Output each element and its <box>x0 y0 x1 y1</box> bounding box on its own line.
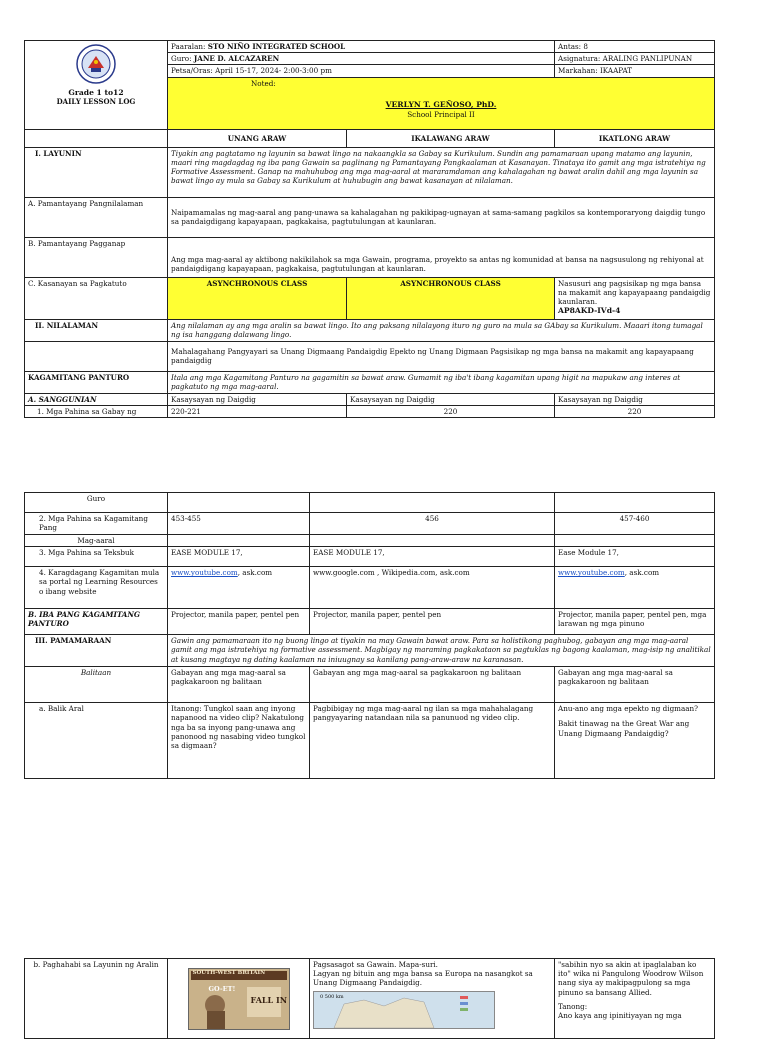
noted-label: Noted: <box>251 78 276 88</box>
nilalaman-topics: Mahalagahang Pangyayari sa Unang Digmaang Pandaigdig Epekto ng Unang Digmaan Pagsisikap ng mga bansa na makamit ang kapayapaang pandaigdig <box>168 341 715 371</box>
paghahabi-day3-more: Ano kaya ang ipinitiyayan ng mga <box>558 1011 682 1021</box>
school-cell <box>168 41 555 53</box>
balik-day3 <box>555 703 715 779</box>
nilalaman-text: Ang nilalaman ay ang mga aralin sa bawat lingo. Ito ang paksang nilalayong ituro ng guro na mula sa GAbay sa Kurikulum. Maaari itong tumagal ng isa hanggang dalawang lingo. <box>168 319 715 341</box>
balitaan-label: Balitaan <box>25 667 168 703</box>
kagamitan-text: Itala ang mga Kagamitang Panturo na gagamitin sa bawat araw. Gumamit ng iba't ibang kagamitan upang higit na mapukaw ang interes at pagkatuto ng mga mag-aaral. <box>168 371 715 393</box>
teacher-cell <box>168 53 555 65</box>
war-poster-image <box>188 968 290 1030</box>
poster-text-a: GO-ET! <box>208 985 236 993</box>
balik-day3-q1: Anu-ano ang mga epekto ng digmaan? <box>558 704 699 714</box>
iba-day1: Projector, manila paper, pentel pen <box>168 609 310 635</box>
lesson-log-table-1 <box>24 40 715 418</box>
iba-label: B. IBA PANG KAGAMITANG PANTURO <box>25 609 168 635</box>
day2-header: IKALAWANG ARAW <box>347 129 555 147</box>
katatuto-label: C. Kasanayan sa Pagkatuto <box>25 277 168 319</box>
layunin-text: Tiyakin ang pagtatamo ng layunin sa bawat lingo na nakaangkla sa Gabay sa Kurikulum. Sundin ang pamamaraan upang matamo ang layunin, maari ring magdagdag ng iba pang Gawain sa paglinang ng Pamantayang Pangkaalaman at Kasanayan. Tinataya ito gamit ang mga istratehiya ng Formative Assessment. Ganap na mahuhubog ang mga mag-aaral at mararamdaman ang kahalagahan ng bawat aralin dahil ang mga layunin sa bawat lingo ay mula sa Gabay sa Kurikulum at huhubugin ang bawat kasanayan at nilalaman. <box>168 147 715 197</box>
balitaan-day1: Gabayan ang mga mag-aaral sa pagkakaroon ng balitaan <box>168 667 310 703</box>
katatuto-day3 <box>555 277 715 319</box>
principal-name: VERLYN T. GEÑOSO, PhD. <box>385 99 497 109</box>
empty-cell <box>555 535 715 547</box>
balik-day1: Itanong: Tungkol saan ang inyong napanood na video clip? Nakatulong nga ba sa inyong pang-unawa ang panonood ng nasabing video tungkol sa digmaan? <box>168 703 310 779</box>
sanggunian-label: A. SANGGUNIAN <box>25 393 168 405</box>
empty-cell <box>310 535 555 547</box>
quarter: Markahan: IKAAPAT <box>555 65 715 77</box>
gabay-label: 1. Mga Pahina sa Gabay ng <box>25 405 168 417</box>
pamamaraan-label: III. PAMAMARAAN <box>25 635 168 667</box>
europe-map-image <box>313 991 495 1029</box>
gabay-day2: 220 <box>347 405 555 417</box>
date-label: Petsa/Oras: <box>171 66 213 76</box>
gabay-day3: 220 <box>555 405 715 417</box>
kagamitan-day1: 453-455 <box>168 513 310 535</box>
empty-cell <box>555 493 715 513</box>
kagamitan-pang-label <box>25 513 168 535</box>
balik-aral-label: a. Balik Aral <box>25 703 168 779</box>
balitaan-day2: Gabayan ang mga mag-aaral sa pagkakaroon ng balitaan <box>310 667 555 703</box>
kagamitan-day3: 457-460 <box>555 513 715 535</box>
youtube-link[interactable]: www.youtube.com <box>558 568 625 578</box>
map-scale-label: 0 500 km <box>320 993 344 1000</box>
school-label: Paaralan: <box>171 42 206 51</box>
day3-header: IKATLONG ARAW <box>555 129 715 147</box>
karagdagan-day3-rest: , ask.com <box>624 568 660 578</box>
iba-day3: Projector, manila paper, pentel pen, mga larawan ng mga pinuno <box>555 609 715 635</box>
header-logo-cell <box>25 41 168 130</box>
paghahabi-label: b. Paghahabi sa Layunin ng Aralin <box>25 959 168 1039</box>
katatuto-day2: ASYNCHRONOUS CLASS <box>347 277 555 319</box>
lesson-log-table-2 <box>24 492 715 779</box>
grade-level: Antas: 8 <box>555 41 715 53</box>
balik-day3-q2: Bakit tinawag na the Great War ang Unang Digmaang Pandaigdig? <box>558 719 690 738</box>
empty-cell <box>310 493 555 513</box>
poster-text-b: FALL IN <box>250 995 288 1005</box>
iba-day2: Projector, manila paper, pentel pen <box>310 609 555 635</box>
layunin-label: I. LAYUNIN <box>25 147 168 197</box>
paghahabi-day2 <box>310 959 555 1039</box>
balik-day2: Pagbibigay ng mga mag-aaral ng ilan sa mga mahahalagang pangyayaring natandaan nila sa panunuod ng video clip. <box>310 703 555 779</box>
pagganap-label: B. Pamantayang Pagganap <box>25 237 168 277</box>
sanggunian-day2: Kasaysayan ng Daigdig <box>347 393 555 405</box>
pagganap-text: Ang mga mag-aaral ay aktibong nakikilahok sa mga Gawain, programa, proyekto sa antas ng komunidad at bansa na nagsusulong ng rehiyonal at pandaigdigang kapayapaan, pagkakaisa, pagtutulungan at kaunlaran. <box>168 237 715 277</box>
kagamitan-label: KAGAMITANG PANTURO <box>25 371 168 393</box>
karagdagan-day3 <box>555 567 715 609</box>
empty-cell <box>25 129 168 147</box>
date-value: April 15-17, 2024- 2:00-3:00 pm <box>215 66 332 76</box>
paghahabi-day3-text: "sabihin nyo sa akin at ipaglalaban ko ito" wika ni Pangulong Woodrow Wilson nang siya ay makipagpulong sa mga pinuno sa bansang Allied. <box>558 960 704 997</box>
paghahabi-day2-line2: Lagyan ng bituin ang mga bansa sa Europa na nasangkot sa Unang Digmaang Pandaigdig. <box>313 969 533 988</box>
guro-label: Guro <box>25 493 168 513</box>
karagdagan-day1-rest: , ask.com <box>237 568 273 578</box>
poster-top-text: SOUTH-WEST BRITAIN <box>192 970 266 976</box>
pangnilalaman-label: A. Pamantayang Pangnilalaman <box>25 197 168 237</box>
teksbuk-label: 3. Mga Pahina sa Teksbuk <box>25 547 168 567</box>
kagamitan-day2: 456 <box>310 513 555 535</box>
youtube-link[interactable]: www.youtube.com <box>171 568 238 578</box>
grade-title: Grade 1 to12 <box>68 88 124 97</box>
teksbuk-day1: EASE MODULE 17, <box>168 547 310 567</box>
paghahabi-day3-tanong: Tanong: <box>558 1001 588 1011</box>
log-title: DAILY LESSON LOG <box>56 96 136 106</box>
day1-header: UNANG ARAW <box>168 129 347 147</box>
balitaan-day3: Gabayan ang mga mag-aaral sa pagkakaroon ng balitaan <box>555 667 715 703</box>
teksbuk-day3: Ease Module 17, <box>555 547 715 567</box>
gabay-day1: 220-221 <box>168 405 347 417</box>
lesson-log-table-3 <box>24 958 715 1039</box>
date-cell <box>168 65 555 77</box>
kagamitan-pang-label-1: 2. Mga Pahina sa Kagamitang Pang <box>39 514 148 533</box>
subject: Asignatura: ARALING PANLIPUNAN <box>555 53 715 65</box>
karagdagan-label: 4. Karagdagang Kagamitan mula sa portal ng Learning Resources o ibang website <box>25 567 168 609</box>
paghahabi-day3 <box>555 959 715 1039</box>
empty-cell <box>168 493 310 513</box>
teksbuk-day2: EASE MODULE 17, <box>310 547 555 567</box>
katatuto-day3-text: Nasusuri ang pagsisikap ng mga bansa na makamit ang kapayapaang pandaigdig kaunlaran. <box>558 278 711 307</box>
pangnilalaman-text: Naipamamalas ng mag-aaral ang pang-unawa sa kahalagahan ng pakikipag-ugnayan at sama-samang pagkilos sa kontemporaryong daigdig tungo sa pandaigdigang kapayapaan, pagkakaisa, pagtutulungan at kaunlaran. <box>168 197 715 237</box>
katatuto-day3-code: AP8AKD-IVd-4 <box>558 306 621 316</box>
sanggunian-day3: Kasaysayan ng Daigdig <box>555 393 715 405</box>
karagdagan-day2: www.google.com , Wikipedia.com, ask.com <box>310 567 555 609</box>
pamamaraan-text: Gawin ang pamamaraan ito ng buong lingo at tiyakin na may Gawain bawat araw. Para sa holistikong paghubog, gabayan ang mga mag-aaral gamit ang mga istratehiya ng formative assessment. Magbigay ng maraming pagkakataon sa pagtuklas ng bagong kaalaman, mag-isip ng analitikal at kusang magtaya ng dating kaalaman na iniuugnay sa kanilang pang-araw-araw na karanasan. <box>168 635 715 667</box>
teacher-label: Guro: <box>171 54 192 64</box>
paghahabi-day2-line1: Pagsasagot sa Gawain. Mapa-suri. <box>313 960 438 969</box>
sanggunian-day1: Kasaysayan ng Daigdig <box>168 393 347 405</box>
katatuto-day1: ASYNCHRONOUS CLASS <box>168 277 347 319</box>
karagdagan-day1 <box>168 567 310 609</box>
nilalaman-label: II. NILALAMAN <box>25 319 168 341</box>
principal-title: School Principal II <box>407 109 475 119</box>
kagamitan-pang-label-2: Mag-aaral <box>25 535 168 547</box>
noted-cell <box>168 77 715 129</box>
poster-cell <box>168 959 310 1039</box>
empty-cell <box>168 535 310 547</box>
empty-cell <box>25 341 168 371</box>
deped-seal-icon <box>76 44 116 84</box>
school-name: STO NIÑO INTEGRATED SCHOOL <box>207 42 346 51</box>
teacher-name: JANE D. ALCAZAREN <box>193 54 280 64</box>
